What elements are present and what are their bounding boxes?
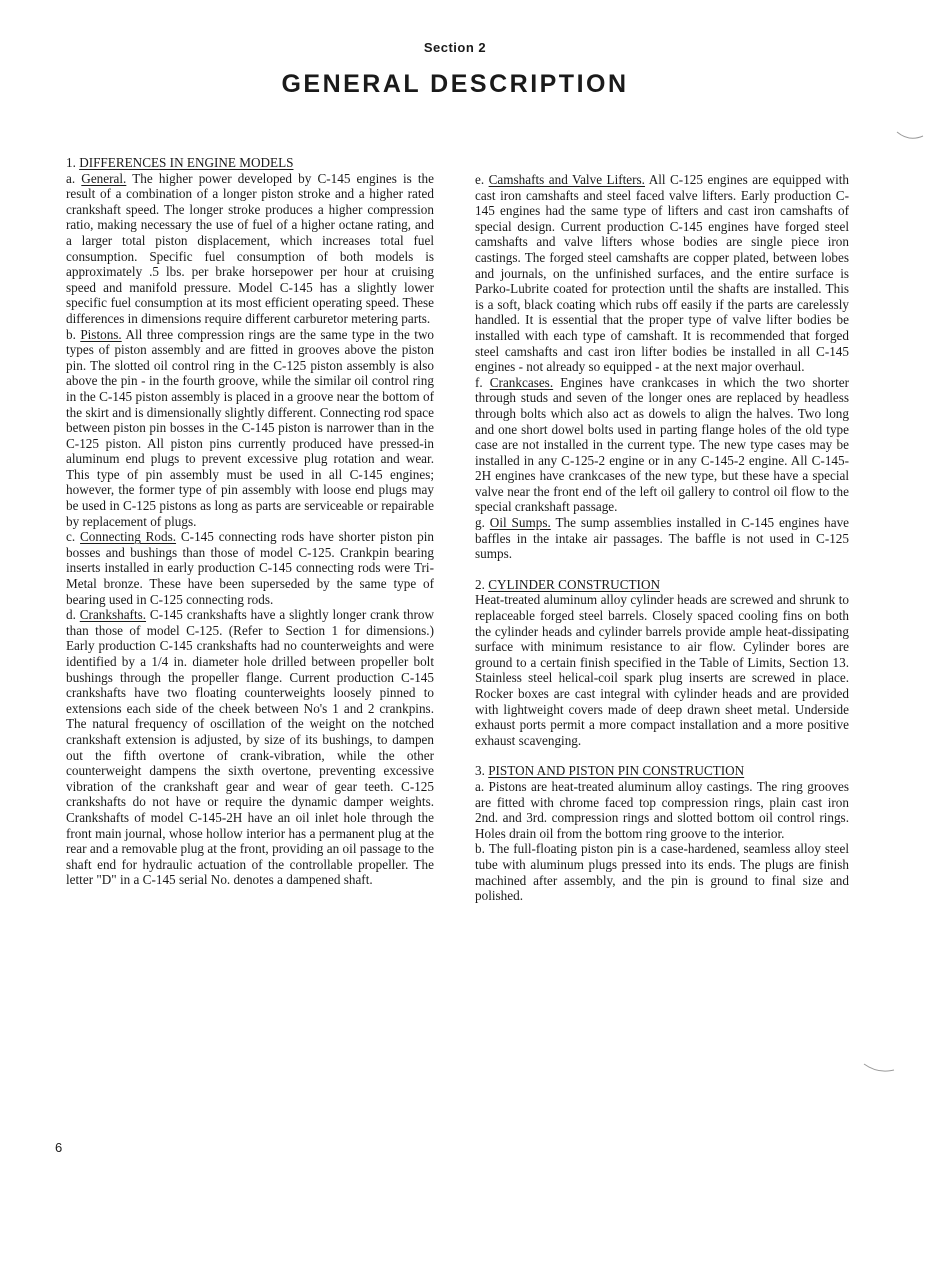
- para-label: Crankcases.: [489, 374, 554, 390]
- para-label: Connecting Rods.: [80, 529, 177, 545]
- section-1-heading: [66, 155, 434, 171]
- scan-mark-icon: [862, 1062, 896, 1076]
- para-tag: a.: [66, 170, 76, 186]
- section-3-heading: [475, 763, 849, 779]
- para-label: Camshafts and Valve Lifters.: [488, 172, 645, 187]
- para-tag: b.: [475, 841, 485, 857]
- para-tag: b.: [66, 326, 76, 342]
- paragraph-3b: [475, 841, 849, 903]
- para-label: Crankshafts.: [79, 607, 147, 623]
- section-3-number: 3.: [475, 763, 485, 779]
- scan-mark-icon: [895, 128, 925, 142]
- paragraph-1a: [66, 171, 434, 327]
- section-3-title: PISTON AND PISTON PIN CONSTRUCTION: [488, 763, 745, 779]
- para-tag: e.: [475, 172, 485, 187]
- section-2-title: CYLINDER CONSTRUCTION: [488, 576, 660, 592]
- paragraph-1e: [475, 172, 849, 375]
- left-column: [66, 155, 434, 888]
- para-text: The sump assemblies installed in C-145 engines have baffles in the intake air passages. The baffle is not used in C-125 sumps.: [475, 515, 850, 562]
- para-tag: a.: [475, 778, 485, 794]
- para-tag: f.: [475, 374, 483, 390]
- para-tag: c.: [66, 529, 76, 545]
- para-text: The full-floating piston pin is a case-hardened, seamless alloy steel tube with aluminum plugs pressed into its ends. The plugs are finish machined after assembly, and the pin is ground to final size and polished.: [475, 841, 849, 904]
- paragraph-1f: [475, 375, 849, 515]
- section-1-number: 1.: [66, 155, 76, 170]
- para-label: Oil Sumps.: [489, 515, 551, 531]
- page-number: 6: [55, 1140, 63, 1155]
- para-label: Pistons.: [80, 326, 122, 342]
- para-text: Pistons are heat-treated aluminum alloy castings. The ring grooves are fitted with chrome faced top compression rings, plain cast iron 2nd. and 3rd. compression rings and slotted bottom oil control rings. Holes drain oil from the bottom ring groove to the interior.: [475, 778, 849, 841]
- right-column: [475, 172, 849, 904]
- paragraph-2: Heat-treated aluminum alloy cylinder heads are screwed and shrunk to replaceable forged steel barrels. Closely spaced cooling fins on both the cylinder heads and cylinder barrels provide ample heat-dissipating surface with minimum resistance to air flow. Cylinder bores are ground to a certain finish specified in the Table of Limits, Section 13. Stainless steel helical-coil spark plug inserts are screwed in place. Rocker boxes are cast integral with cylinder heads and are provided with lightweight covers made of deep drawn sheet metal. Underside exhaust ports permit a more compact installation and a more positive exhaust scavenging.: [475, 592, 849, 748]
- para-text: C-145 connecting rods have shorter piston pin bosses and bushings than those of model C-125. Crankpin bearing inserts installed in early production C-145 connecting rods were Tri-Metal bronze. These have been superseded by the same type of bearing used in C-125 connecting rods.: [66, 529, 435, 607]
- section-2-number: 2.: [475, 576, 485, 592]
- para-tag: d.: [66, 607, 76, 623]
- paragraph-1g: [475, 515, 849, 562]
- paragraph-1d: [66, 607, 434, 888]
- para-tag: g.: [475, 515, 485, 531]
- page-title: GENERAL DESCRIPTION: [281, 70, 629, 98]
- para-label: General.: [81, 170, 127, 186]
- paragraph-3a: [475, 779, 849, 841]
- section-label: Section 2: [423, 40, 487, 55]
- para-text: All C-125 engines are equipped with cast iron camshafts and steel faced valve lifters. Early production C-145 engines had the same type of lifters and cast iron camshafts of special design. Current production C-145 engines have forged steel camshafts and valve lifters whose bodies are single piece iron castings. The forged steel camshafts are copper plated, between lobes and journals, on the unfinished surfaces, and the entire surface is Parko-Lubrite coated for protection until the shafts are installed. This is a soft, black coating which rubs off easily if the parts are carelessly handled. It is essential that the proper type of valve lifter bodies be installed with each type of camshaft. It is recommended that forged steel camshafts and cast iron lifter bodies be installed in all C-145 engines - not already so equipped - at the next major overhaul.: [475, 172, 849, 375]
- paragraph-1b: [66, 327, 434, 530]
- section-1-title: DIFFERENCES IN ENGINE MODELS: [79, 155, 294, 170]
- paragraph-1c: [66, 529, 434, 607]
- para-text: C-145 crankshafts have a slightly longer crank throw than those of model C-125. (Refer to Section 1 for dimensions.) Early production C-145 crankshafts had no counterweights and were identified by a 1/4 in. diameter hole drilled between propeller bolt bushings through the propeller flange. Current production C-145 crankshafts have two floating counterweights loosely pinned to extensions each side of the cheek between No's 1 and 2 crankpins. The natural frequency of oscillation of the weight on the notched crankshaft extension is adjusted, by size of its bushings, to dampen out the fifth overtone of crank-vibration, while the other counterweight dampens the sixth overtone, preventing excessive vibration of the crankshaft gear and wear of gear teeth. C-125 crankshafts do not have or require the dynamic damper weights. Crankshafts of model C-145-2H have an oil inlet hole through the front main journal, whose hollow interior has a permanent plug at the rear and a removable plug at the front, providing an oil passage to the shaft end for hydraulic actuation of the controllable propeller. The letter "D" in a C-145 serial No. denotes a dampened shaft.: [66, 607, 434, 888]
- para-text: The higher power developed by C-145 engines is the result of a combination of a longer piston stroke and a higher rated crankshaft speed. The longer stroke produces a higher compression ratio, making necessary the use of fuel of a higher octane rating, and a larger total piston displacement, which increases total fuel consumption. Specific fuel consumption of both models is approximately .5 lbs. per brake horsepower per hour at cruising speed and manifold pressure. Model C-145 has a slightly lower specific fuel consumption at its most efficient operating speed. These differences in dimensions require different carburetor metering parts.: [66, 170, 435, 326]
- para-text: All three compression rings are the same type in the two types of piston assembly and are fitted in grooves above the piston pin. The slotted oil control ring in the C-125 piston assembly is also above the pin - in the fourth groove, while the similar oil control ring in the C-145 piston assembly is placed in a groove near the bottom of the skirt and is dimensionally slightly different. Connecting rod space between piston pin bosses in the C-145 piston is narrower than in the C-125 piston. All piston pins currently produced have pressed-in aluminum end plugs to prevent excessive plug rotation and wear. This type of pin assembly must be used in all C-145 engines; however, the former type of pin assembly with loose end plugs may be used in C-125 pistons as long as parts are serviceable or repairable by replacement of plugs.: [66, 326, 435, 529]
- section-2-heading: [475, 577, 849, 593]
- para-text: Engines have crankcases in which the two shorter through studs and seven of the longer ones are replaced by headless through bolts which also act as dowels to align the halves. Two long and one short dowel bolts used in parting flange holes of the old type case are not installed in the current type. The new type cases may be installed in any C-125-2 engine or in any C-145-2 engine. All C-145-2H engines have crankcases of the new type, but these have a special valve near the front end of the left oil gallery to control oil flow to the special crankshaft passage.: [475, 374, 850, 515]
